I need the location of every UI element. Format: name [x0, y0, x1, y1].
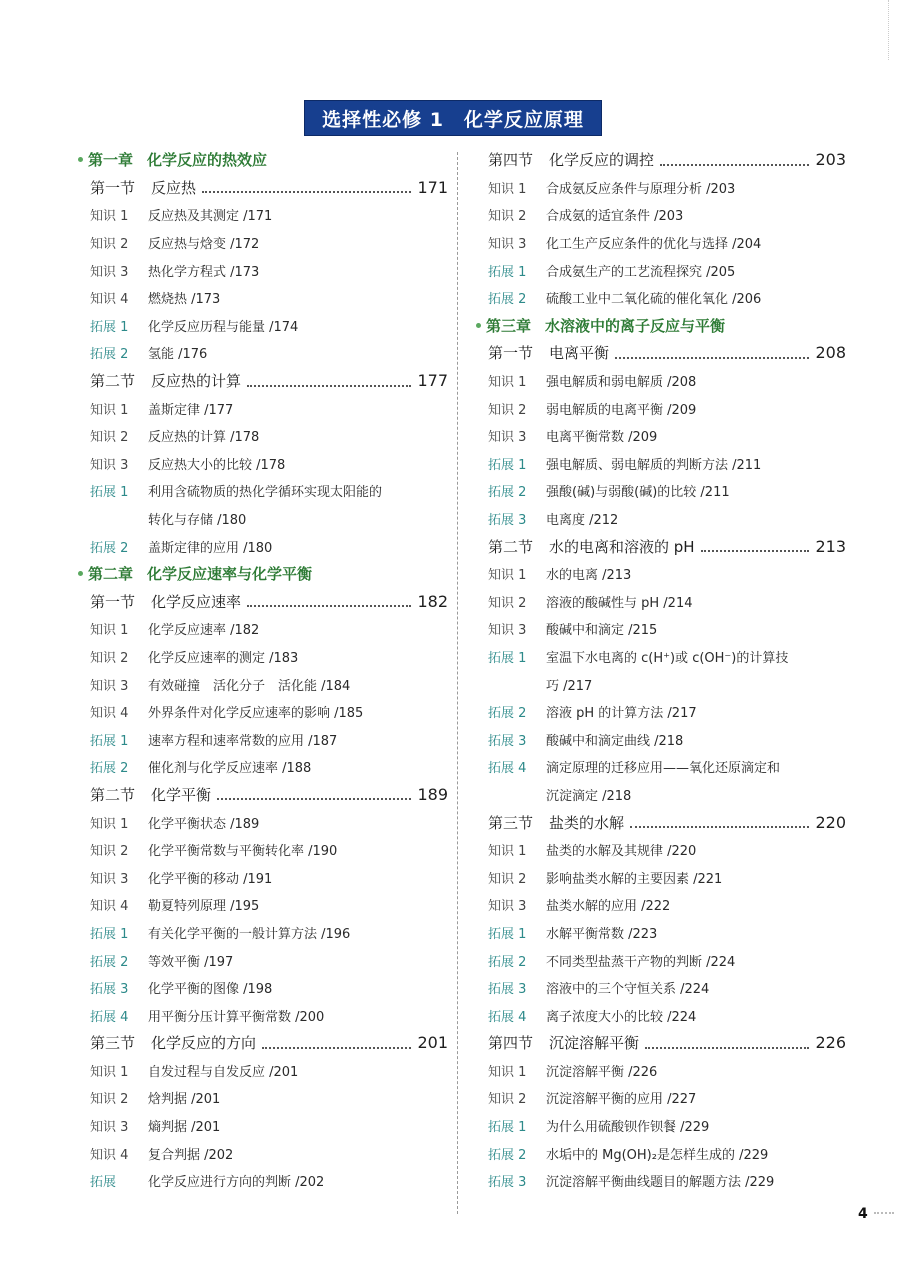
entry-text: 溶液中的三个守恒关系 /224	[546, 982, 710, 998]
entry-label: 拓展 1	[488, 926, 527, 942]
section-title: 反应热	[151, 178, 197, 197]
entry-label: 知识 2	[90, 1092, 129, 1108]
knowledge-entry[interactable]	[78, 808, 448, 836]
knowledge-entry[interactable]	[78, 256, 448, 284]
entry-text: 滴定原理的迁移应用——氧化还原滴定和	[546, 761, 781, 777]
entry-label: 知识 4	[90, 1147, 129, 1163]
entry-text: 强酸(碱)与弱酸(碱)的比较 /211	[546, 485, 730, 501]
section-title: 盐类的水解	[549, 813, 625, 832]
entry-label: 拓展 3	[488, 733, 527, 749]
section-page: 208	[815, 343, 846, 363]
knowledge-entry[interactable]	[78, 615, 448, 643]
bullet-icon	[476, 323, 481, 328]
entry-text: 速率方程和速率常数的应用 /187	[148, 733, 338, 749]
section-label: 第四节	[488, 151, 534, 170]
chapter-heading[interactable]	[78, 560, 448, 588]
entry-label: 知识 1	[90, 816, 129, 832]
entry-text: 反应热的计算 /178	[148, 430, 260, 446]
knowledge-entry[interactable]	[78, 229, 448, 257]
section-heading[interactable]	[78, 781, 448, 809]
dot-leader	[217, 788, 411, 800]
entry-label: 拓展 2	[488, 292, 527, 308]
entry-text: 酸碱中和滴定 /215	[546, 623, 658, 639]
entry-label: 知识 3	[488, 623, 527, 639]
extension-entry[interactable]	[476, 753, 846, 781]
entry-label: 知识 3	[488, 237, 527, 253]
entry-text: 反应热大小的比较 /178	[148, 457, 286, 473]
toc-entry-continuation	[476, 670, 846, 698]
entry-text: 化学平衡常数与平衡转化率 /190	[148, 844, 338, 860]
dot-leader	[660, 154, 809, 166]
extension-entry[interactable]	[476, 1001, 846, 1029]
bullet-icon	[78, 157, 83, 162]
section-title: 水的电离和溶液的 pH	[549, 537, 695, 556]
section-label: 第三节	[90, 1034, 136, 1053]
entry-label: 知识 1	[90, 623, 129, 639]
knowledge-entry[interactable]	[476, 394, 846, 422]
entry-text: 有关化学平衡的一般计算方法 /196	[148, 926, 351, 942]
entry-label: 拓展 2	[90, 540, 129, 556]
entry-text: 室温下水电离的 c(H⁺)或 c(OH⁻)的计算技	[546, 650, 789, 666]
section-label: 第二节	[488, 537, 534, 556]
entry-text: 有效碰撞 活化分子 活化能 /184	[148, 678, 351, 694]
entry-text: 强电解质和弱电解质 /208	[546, 375, 697, 391]
entry-label: 拓展 2	[488, 485, 527, 501]
entry-label: 知识 2	[90, 650, 129, 666]
entry-text: 催化剂与化学反应速率 /188	[148, 761, 312, 777]
entry-label: 拓展 1	[90, 319, 129, 335]
dot-leader	[630, 816, 809, 828]
chapter-label: 第三章	[486, 316, 532, 335]
entry-label: 知识 2	[488, 402, 527, 418]
chapter-label: 第二章	[88, 565, 134, 584]
extension-entry[interactable]	[78, 946, 448, 974]
extension-entry[interactable]	[476, 919, 846, 947]
entry-text: 溶液的酸碱性与 pH /214	[546, 595, 693, 611]
extension-entry[interactable]	[476, 1139, 846, 1167]
entry-text: 影响盐类水解的主要因素 /221	[546, 871, 723, 887]
entry-text: 电离度 /212	[546, 513, 619, 529]
knowledge-entry[interactable]	[78, 836, 448, 864]
extension-entry[interactable]	[78, 532, 448, 560]
extension-entry[interactable]	[78, 919, 448, 947]
knowledge-entry[interactable]	[78, 1112, 448, 1140]
section-page: 189	[417, 784, 448, 804]
entry-label: 拓展 4	[488, 1009, 527, 1025]
section-heading[interactable]	[78, 367, 448, 395]
knowledge-entry[interactable]	[78, 1084, 448, 1112]
extension-entry[interactable]	[476, 643, 846, 671]
entry-label: 拓展 3	[488, 513, 527, 529]
entry-label: 知识 1	[488, 1064, 527, 1080]
entry-label: 拓展 2	[488, 954, 527, 970]
extension-entry[interactable]	[78, 312, 448, 340]
entry-text: 酸碱中和滴定曲线 /218	[546, 733, 684, 749]
entry-text: 合成氨反应条件与原理分析 /203	[546, 181, 736, 197]
entry-text: 弱电解质的电离平衡 /209	[546, 402, 697, 418]
extension-entry[interactable]	[476, 505, 846, 533]
knowledge-entry[interactable]	[78, 1057, 448, 1085]
section-page: 203	[815, 150, 846, 170]
extension-entry[interactable]	[78, 725, 448, 753]
entry-text: 水解平衡常数 /223	[546, 926, 658, 942]
entry-text: 电离平衡常数 /209	[546, 430, 658, 446]
knowledge-entry[interactable]	[78, 450, 448, 478]
extension-entry[interactable]	[78, 1167, 448, 1195]
entry-text: 沉淀溶解平衡曲线题目的解题方法 /229	[546, 1175, 775, 1191]
entry-text: 转化与存储 /180	[148, 513, 247, 529]
entry-text: 沉淀溶解平衡的应用 /227	[546, 1092, 697, 1108]
extension-entry[interactable]	[476, 1167, 846, 1195]
entry-label: 知识 4	[90, 292, 129, 308]
page-number-dots	[874, 1212, 894, 1214]
entry-label: 拓展 1	[90, 485, 129, 501]
entry-text: 反应热及其测定 /171	[148, 209, 273, 225]
edge-mark	[888, 0, 891, 60]
entry-text: 自发过程与自发反应 /201	[148, 1064, 299, 1080]
entry-label: 知识 1	[90, 1064, 129, 1080]
section-page: 201	[417, 1033, 448, 1053]
entry-label: 拓展 1	[90, 926, 129, 942]
knowledge-entry[interactable]	[78, 394, 448, 422]
section-heading[interactable]	[476, 808, 846, 836]
entry-text: 外界条件对化学反应速率的影响 /185	[148, 706, 364, 722]
entry-label: 知识 2	[488, 1092, 527, 1108]
knowledge-entry[interactable]	[476, 560, 846, 588]
knowledge-entry[interactable]	[78, 1139, 448, 1167]
entry-label: 知识 2	[488, 595, 527, 611]
entry-label: 拓展 1	[488, 457, 527, 473]
toc-right-column	[476, 146, 846, 1195]
entry-label: 拓展 2	[90, 347, 129, 363]
section-label: 第二节	[90, 372, 136, 391]
extension-entry[interactable]	[78, 753, 448, 781]
entry-text: 化学反应速率 /182	[148, 623, 260, 639]
section-title: 反应热的计算	[151, 372, 242, 391]
knowledge-entry[interactable]	[78, 643, 448, 671]
entry-label: 知识 1	[90, 402, 129, 418]
toc-entry-continuation	[476, 781, 846, 809]
section-page: 226	[815, 1033, 846, 1053]
extension-entry[interactable]	[78, 974, 448, 1002]
entry-label: 知识 1	[90, 209, 129, 225]
extension-entry[interactable]	[476, 946, 846, 974]
entry-text: 化学反应进行方向的判断 /202	[148, 1175, 325, 1191]
section-heading[interactable]	[78, 174, 448, 202]
page-number: 4	[858, 1206, 868, 1222]
entry-text: 勒夏特列原理 /195	[148, 899, 260, 915]
dot-leader	[202, 181, 411, 193]
extension-entry[interactable]	[78, 477, 448, 505]
entry-text: 等效平衡 /197	[148, 954, 234, 970]
section-page: 213	[815, 536, 846, 556]
entry-text: 水垢中的 Mg(OH)₂是怎样生成的 /229	[546, 1147, 769, 1163]
extension-entry[interactable]	[476, 284, 846, 312]
entry-text: 热化学方程式 /173	[148, 264, 260, 280]
entry-label: 知识 3	[90, 457, 129, 473]
entry-label: 知识 1	[488, 568, 527, 584]
entry-label: 知识 2	[488, 871, 527, 887]
chapter-label: 第一章	[88, 151, 134, 170]
entry-text: 氢能 /176	[148, 347, 208, 363]
toc-left-column	[78, 146, 448, 1195]
section-label: 第一节	[488, 344, 534, 363]
extension-entry[interactable]	[476, 725, 846, 753]
entry-label: 拓展	[90, 1175, 117, 1191]
section-label: 第一节	[90, 592, 136, 611]
knowledge-entry[interactable]	[78, 670, 448, 698]
entry-label: 拓展 4	[488, 761, 527, 777]
entry-label: 拓展 3	[488, 982, 527, 998]
knowledge-entry[interactable]	[476, 615, 846, 643]
chapter-title: 化学反应的热效应	[147, 151, 268, 170]
dot-leader	[247, 375, 411, 387]
entry-text: 复合判据 /202	[148, 1147, 234, 1163]
chapter-heading[interactable]	[476, 312, 846, 340]
section-heading[interactable]	[78, 588, 448, 616]
extension-entry[interactable]	[476, 698, 846, 726]
entry-label: 知识 2	[90, 237, 129, 253]
extension-entry[interactable]	[476, 450, 846, 478]
dot-leader	[262, 1037, 411, 1049]
entry-label: 拓展 3	[90, 982, 129, 998]
section-heading[interactable]	[476, 532, 846, 560]
section-heading[interactable]	[476, 146, 846, 174]
section-heading[interactable]	[78, 1029, 448, 1057]
knowledge-entry[interactable]	[78, 698, 448, 726]
entry-label: 知识 3	[488, 899, 527, 915]
entry-text: 盐类水解的应用 /222	[546, 899, 671, 915]
entry-text: 为什么用硫酸钡作钡餐 /229	[546, 1120, 710, 1136]
knowledge-entry[interactable]	[78, 891, 448, 919]
book-title-banner: 选择性必修 1 化学反应原理	[305, 101, 601, 135]
knowledge-entry[interactable]	[476, 422, 846, 450]
entry-text: 沉淀滴定 /218	[546, 788, 632, 804]
entry-label: 知识 1	[488, 844, 527, 860]
knowledge-entry[interactable]	[78, 284, 448, 312]
entry-text: 反应热与焓变 /172	[148, 237, 260, 253]
section-title: 化学反应的方向	[151, 1034, 257, 1053]
knowledge-entry[interactable]	[476, 1084, 846, 1112]
entry-label: 拓展 1	[90, 733, 129, 749]
section-title: 电离平衡	[549, 344, 610, 363]
section-label: 第一节	[90, 178, 136, 197]
section-title: 化学反应的调控	[549, 151, 655, 170]
entry-text: 熵判据 /201	[148, 1120, 221, 1136]
knowledge-entry[interactable]	[476, 201, 846, 229]
entry-label: 知识 2	[90, 844, 129, 860]
entry-label: 知识 3	[90, 264, 129, 280]
entry-label: 拓展 1	[488, 650, 527, 666]
entry-label: 知识 4	[90, 706, 129, 722]
entry-label: 拓展 1	[488, 264, 527, 280]
entry-text: 离子浓度大小的比较 /224	[546, 1009, 697, 1025]
entry-text: 盖斯定律的应用 /180	[148, 540, 273, 556]
entry-label: 拓展 2	[90, 954, 129, 970]
extension-entry[interactable]	[78, 339, 448, 367]
chapter-heading[interactable]	[78, 146, 448, 174]
entry-label: 知识 3	[90, 1120, 129, 1136]
entry-label: 拓展 2	[488, 1147, 527, 1163]
entry-label: 拓展 3	[488, 1175, 527, 1191]
section-page: 171	[417, 177, 448, 197]
entry-text: 合成氨的适宜条件 /203	[546, 209, 684, 225]
knowledge-entry[interactable]	[476, 367, 846, 395]
knowledge-entry[interactable]	[476, 588, 846, 616]
entry-label: 知识 2	[90, 430, 129, 446]
entry-text: 沉淀溶解平衡 /226	[546, 1064, 658, 1080]
chapter-title: 化学反应速率与化学平衡	[147, 565, 313, 584]
entry-label: 知识 2	[488, 209, 527, 225]
entry-text: 化学反应历程与能量 /174	[148, 319, 299, 335]
extension-entry[interactable]	[78, 1001, 448, 1029]
knowledge-entry[interactable]	[78, 201, 448, 229]
entry-text: 巧 /217	[546, 678, 593, 694]
entry-text: 硫酸工业中二氧化硫的催化氧化 /206	[546, 292, 762, 308]
knowledge-entry[interactable]	[476, 1057, 846, 1085]
entry-text: 化学平衡的图像 /198	[148, 982, 273, 998]
extension-entry[interactable]	[476, 974, 846, 1002]
entry-label: 拓展 2	[90, 761, 129, 777]
section-page: 220	[815, 812, 846, 832]
knowledge-entry[interactable]	[476, 174, 846, 202]
entry-label: 知识 1	[488, 181, 527, 197]
extension-entry[interactable]	[476, 477, 846, 505]
entry-text: 化工生产反应条件的优化与选择 /204	[546, 237, 762, 253]
entry-text: 合成氨生产的工艺流程探究 /205	[546, 264, 736, 280]
entry-label: 拓展 1	[488, 1120, 527, 1136]
dot-leader	[247, 595, 411, 607]
entry-label: 拓展 4	[90, 1009, 129, 1025]
dot-leader	[701, 540, 810, 552]
knowledge-entry[interactable]	[78, 422, 448, 450]
entry-text: 燃烧热 /173	[148, 292, 221, 308]
entry-text: 水的电离 /213	[546, 568, 632, 584]
entry-label: 知识 3	[90, 678, 129, 694]
section-label: 第二节	[90, 785, 136, 804]
section-page: 177	[417, 371, 448, 391]
entry-text: 用平衡分压计算平衡常数 /200	[148, 1009, 325, 1025]
entry-text: 盐类的水解及其规律 /220	[546, 844, 697, 860]
section-page: 182	[417, 591, 448, 611]
entry-text: 化学平衡状态 /189	[148, 816, 260, 832]
knowledge-entry[interactable]	[476, 891, 846, 919]
entry-text: 溶液 pH 的计算方法 /217	[546, 706, 697, 722]
entry-text: 利用含硫物质的热化学循环实现太阳能的	[148, 485, 383, 501]
entry-label: 拓展 2	[488, 706, 527, 722]
dot-leader	[645, 1037, 809, 1049]
section-title: 化学平衡	[151, 785, 212, 804]
extension-entry[interactable]	[476, 256, 846, 284]
entry-label: 知识 3	[90, 871, 129, 887]
section-heading[interactable]	[476, 339, 846, 367]
dot-leader	[615, 347, 809, 359]
section-title: 沉淀溶解平衡	[549, 1034, 640, 1053]
entry-text: 化学平衡的移动 /191	[148, 871, 273, 887]
chapter-title: 水溶液中的离子反应与平衡	[545, 316, 726, 335]
entry-text: 焓判据 /201	[148, 1092, 221, 1108]
entry-label: 知识 1	[488, 375, 527, 391]
entry-text: 盖斯定律 /177	[148, 402, 234, 418]
knowledge-entry[interactable]	[78, 863, 448, 891]
knowledge-entry[interactable]	[476, 836, 846, 864]
entry-label: 知识 4	[90, 899, 129, 915]
section-heading[interactable]	[476, 1029, 846, 1057]
section-label: 第三节	[488, 813, 534, 832]
bullet-icon	[78, 571, 83, 576]
toc-entry-continuation	[78, 505, 448, 533]
entry-text: 不同类型盐蒸干产物的判断 /224	[546, 954, 736, 970]
entry-text: 化学反应速率的测定 /183	[148, 650, 299, 666]
knowledge-entry[interactable]	[476, 863, 846, 891]
section-title: 化学反应速率	[151, 592, 242, 611]
column-divider	[457, 152, 458, 1214]
section-label: 第四节	[488, 1034, 534, 1053]
entry-text: 强电解质、弱电解质的判断方法 /211	[546, 457, 762, 473]
knowledge-entry[interactable]	[476, 229, 846, 257]
extension-entry[interactable]	[476, 1112, 846, 1140]
entry-label: 知识 3	[488, 430, 527, 446]
